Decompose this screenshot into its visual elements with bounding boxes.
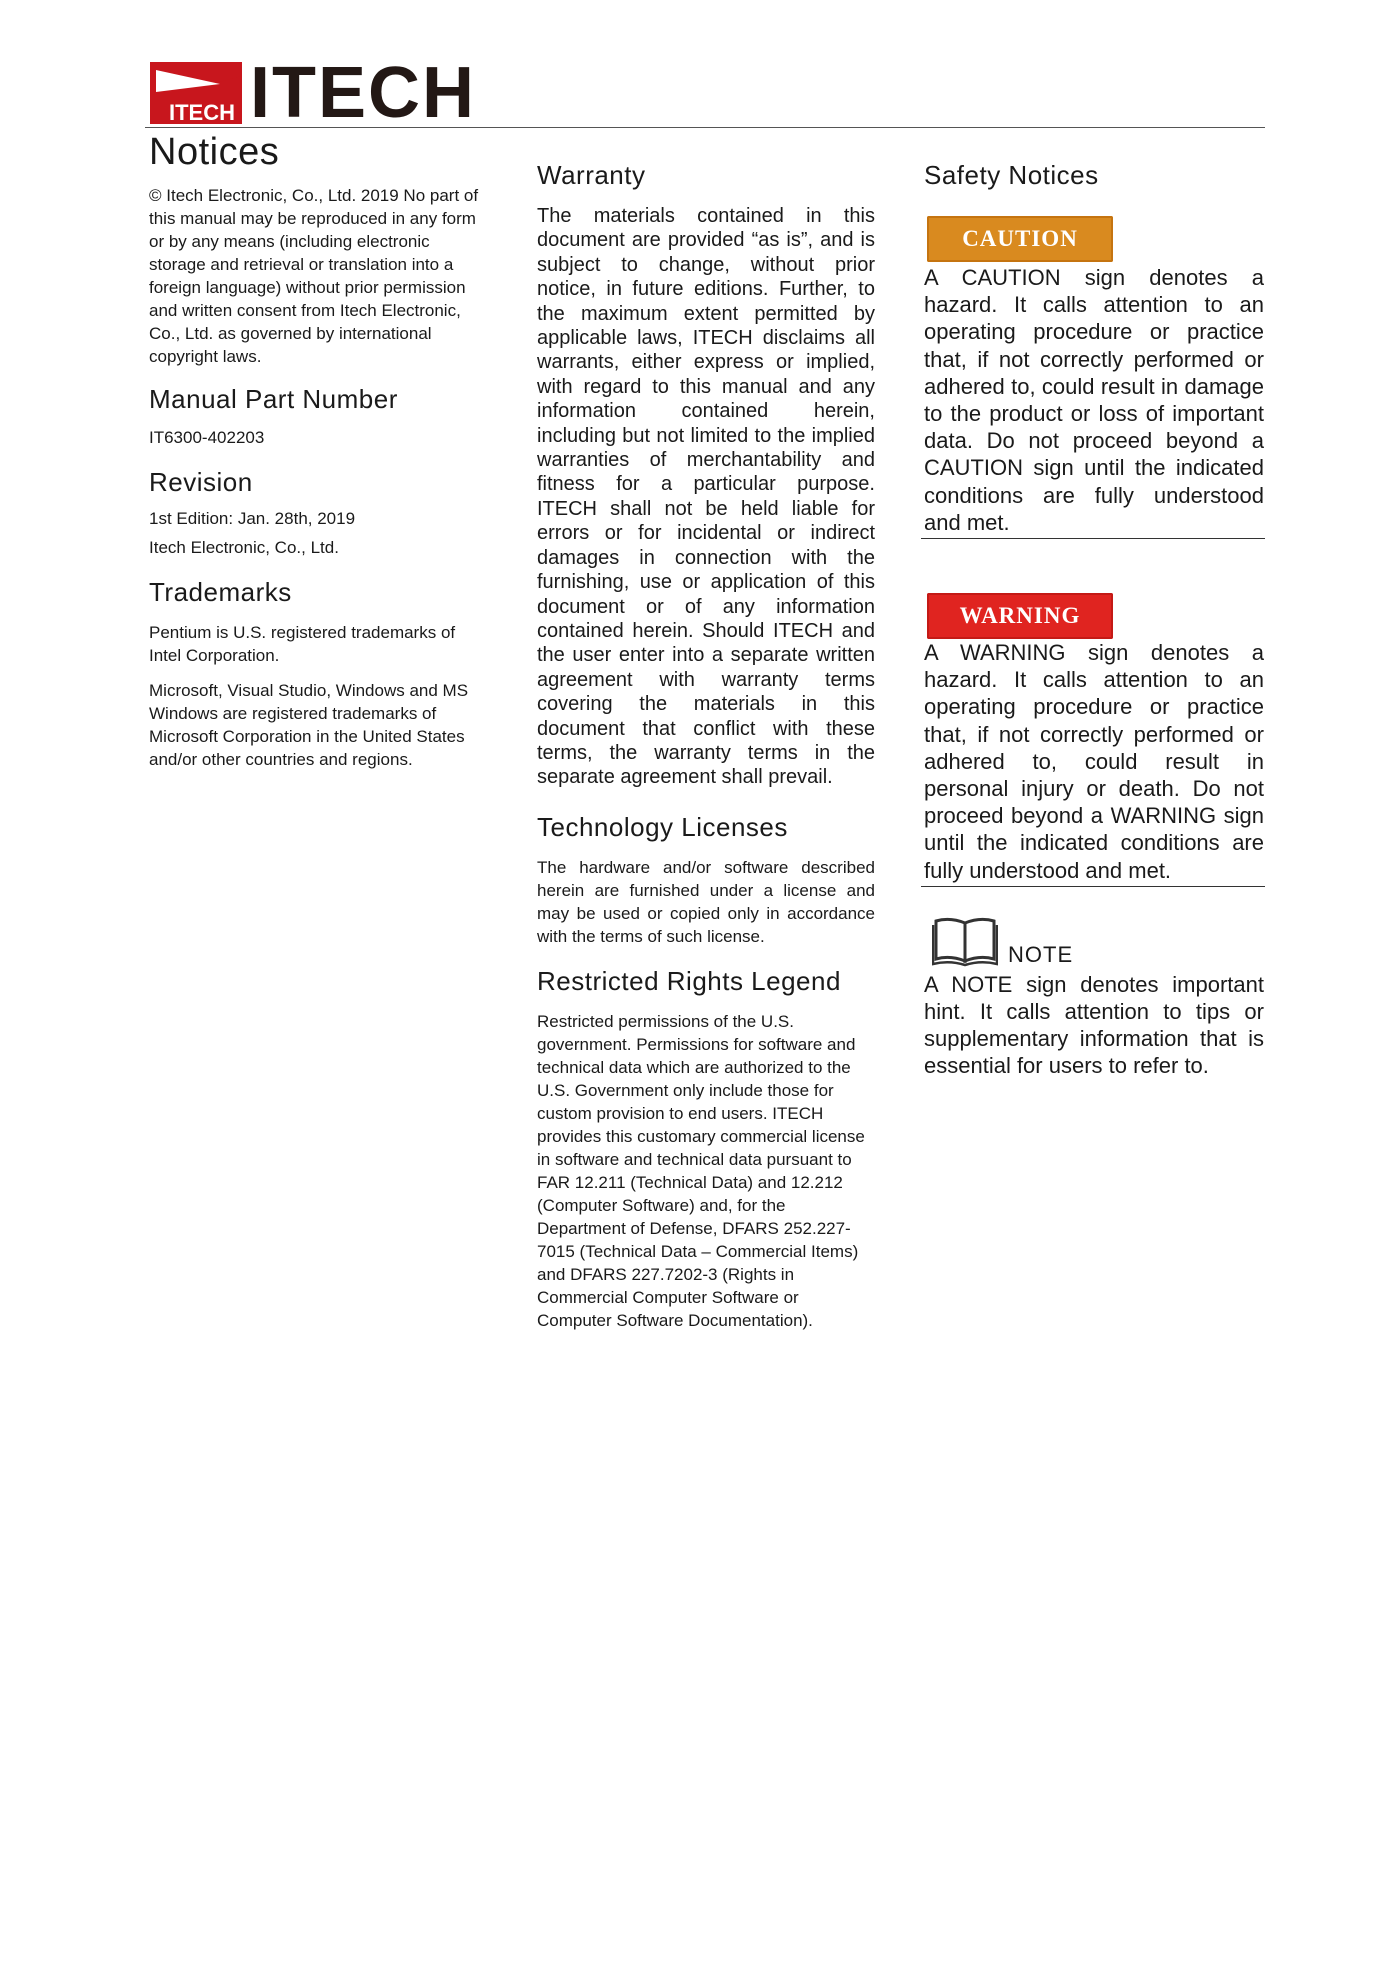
note-label: NOTE (1008, 941, 1074, 967)
edition-date: 1st Edition: Jan. 28th, 2019 (149, 509, 356, 528)
book-icon (932, 915, 998, 967)
warranty-heading: Warranty (537, 160, 646, 190)
caution-badge: CAUTION (927, 216, 1113, 262)
company-name: Itech Electronic, Co., Ltd. (149, 538, 339, 557)
logo-mark-text: ITECH (169, 100, 235, 124)
right-column (924, 128, 1264, 1080)
itech-logo (150, 53, 476, 133)
note-text: A NOTE sign denotes important hint. It calls attention to tips or supplementary information that is essential for users to refer to. (924, 971, 1264, 1079)
revision-heading: Revision (149, 467, 253, 497)
trademark-intel: Pentium is U.S. registered trademarks of Intel Corporation. (149, 623, 456, 665)
caution-text: A CAUTION sign denotes a hazard. It calls attention to an operating procedure or practice that, if not correctly performed or adhered to, could result in damage to the product or loss of important data. Do not proceed beyond a CAUTION sign until the indicated conditions are fully understood and met. (924, 265, 1264, 535)
itech-logo-mark (150, 62, 242, 124)
manual-part-number-heading: Manual Part Number (149, 384, 398, 414)
page-title: Notices (149, 131, 280, 173)
copyright-notice: © Itech Electronic, Co., Ltd. 2019 No part of this manual may be reproduced in any form or by any means (including electronic storage and retrieval or translation into a foreign language) without prior permission and written consent from Itech Electronic, Co., Ltd. as governed by international copyright laws. (149, 186, 479, 366)
restricted-rights-text: Restricted permissions of the U.S. government. Permissions for software and technical data which are authorized to the U.S. Government only include those for custom provision to end users. ITECH provides this customary commercial license in software and technical data pursuant to FAR 12.211 (Technical Data) and 12.212 (Computer Software) and, for the Department of Defense, DFARS 252.227-7015 (Technical Data – Commercial Items) and DFARS 227.7202-3 (Rights in Commercial Computer Software or Computer Software Documentation). (537, 1011, 865, 1330)
caution-divider (921, 538, 1265, 539)
warranty-text: The materials contained in this document are provided “as is”, and is subject to change, without prior notice, in future editions. Further, to the maximum extent permitted by applicable laws, ITECH disclaims all warrants, either express or implied, with regard to this manual and any information contained herein, including but not limited to the implied warranties of merchantability and fitness for a particular purpose. ITECH shall not be held liable for errors or for incidental or indirect damages in connection with the furnishing, use or application of this document or of any information contained herein. Should ITECH and the user enter into a separate written agreement with warranty terms covering the materials in this document that conflict with these terms, the warranty terms in the separate agreement shall prevail. (537, 205, 875, 789)
technology-licenses-heading: Technology Licenses (537, 811, 788, 842)
trademarks-heading: Trademarks (149, 577, 292, 607)
middle-column (537, 128, 875, 1332)
technology-licenses-text: The hardware and/or software described herein are furnished under a license and may be used or copied only in accordance with the terms of such license. (537, 857, 875, 946)
restricted-rights-heading: Restricted Rights Legend (537, 965, 841, 996)
warning-divider (921, 886, 1265, 887)
left-column (149, 128, 489, 771)
trademark-microsoft: Microsoft, Visual Studio, Windows and MS Windows are registered trademarks of Microsoft Corporation in the United States and/or other countries and regions. (149, 681, 469, 769)
part-number: IT6300-402203 (149, 428, 265, 447)
logo-wordmark: ITECH (250, 53, 476, 133)
warning-text: A WARNING sign denotes a hazard. It calls attention to an operating procedure or practice that, if not correctly performed or adhered to, could result in personal injury or death. Do not proceed beyond a WARNING sign until the indicated conditions are fully understood and met. (924, 640, 1264, 883)
note-header (932, 915, 1264, 967)
safety-notices-heading: Safety Notices (924, 160, 1099, 190)
warning-badge: WARNING (927, 593, 1113, 639)
